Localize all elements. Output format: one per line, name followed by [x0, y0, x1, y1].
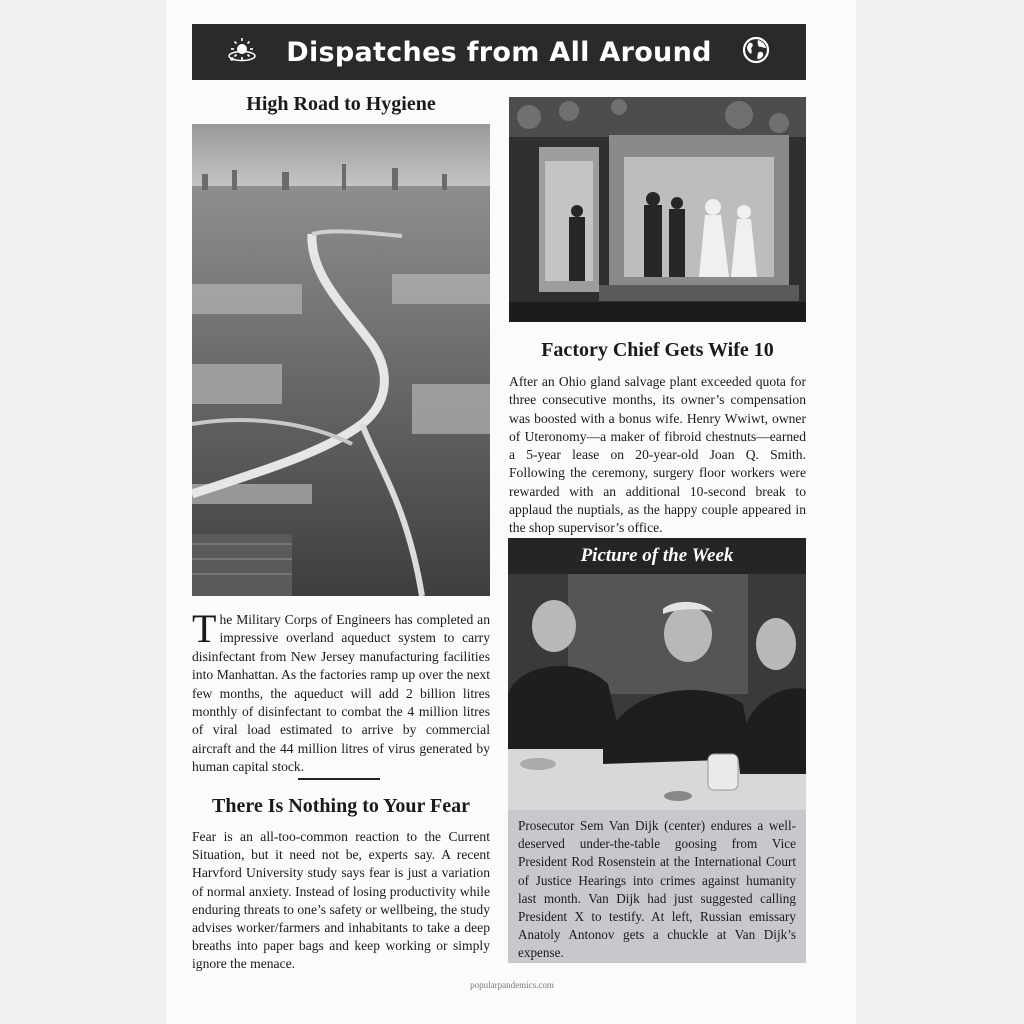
section-banner: [192, 24, 806, 80]
hygiene-headline: High Road to Hygiene: [246, 93, 436, 115]
fear-body: Fear is an all-too-common reaction to the Current Situation, but it need not be, experts say. A recent Harvford University study says fear is just a variation of normal anxiety. Instead of losing productivity while enduring threats to one’s safety or wellbeing, the study advises worker/farmers and inhabitants to take a deep breaths into paper bags and keep working or simply ignore the menace.: [192, 829, 490, 972]
section-divider: [298, 778, 380, 780]
globe-icon: [740, 34, 772, 71]
shop-window-wedding-photo: [509, 97, 806, 322]
section-title: Dispatches from All Around: [286, 36, 712, 68]
factory-body: After an Ohio gland salvage plant exceeded quota for three consecutive months, its owner’s compensation was boosted with a bonus wife. Henry Wwiwt, owner of Uteronomy—a maker of fibroid chestnuts—earned a 5-year lease on 20-year-old Joan Q. Smith. Following the ceremony, surgery floor workers were rewarded with an additional 10-second break to applaud the nuptials, as the happy couple appeared in the shop supervisor’s office.: [509, 374, 806, 536]
aerial-aqueduct-photo: [192, 124, 490, 596]
fear-headline: There Is Nothing to Your Fear: [212, 795, 470, 817]
picture-of-week-label: Picture of the Week: [508, 538, 806, 574]
three-men-at-table-photo: [508, 574, 806, 810]
picture-caption: Prosecutor Sem Van Dijk (center) endures a well-deserved under-the-table goosing from Vice President Rod Rosenstein at the International Court of Justice Hearings into crimes against humanity last month. Van Dijk had just suggested calling President X to testify. At left, Russian emissary Anatoly Antonov gets a chuckle at Van Dijk’s expense.: [508, 810, 806, 963]
dropcap: T: [192, 606, 217, 651]
orbit-sun-icon: [226, 34, 258, 71]
hygiene-body-text: he Military Corps of Engineers has completed an impressive overland aqueduct system to carry disinfectant from New Jersey manufacturing facilities into Manhattan. As the factories ramp up over the next few months, the aqueduct will add 2 billion litres monthly of disinfectant to combat the 4 million litres of viral load estimated to arrive by commercial aircraft and the 44 million litres of virus generated by human capital stock.: [192, 612, 490, 775]
hygiene-body: [192, 606, 490, 777]
factory-headline: Factory Chief Gets Wife 10: [541, 339, 774, 361]
footer-url: popularpandemics.com: [470, 980, 554, 990]
